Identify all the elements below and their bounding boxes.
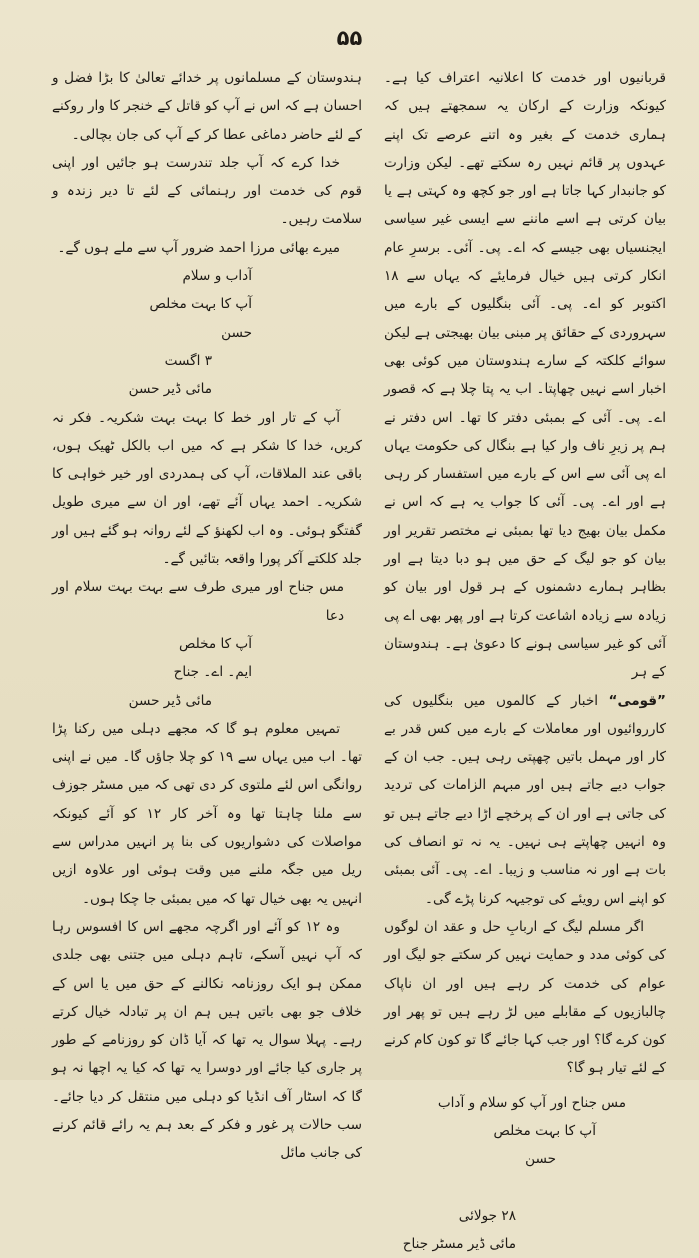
right-column <box>384 64 666 1258</box>
right-column-paragraph: مس جناح اور آپ کو سلام و آداب <box>437 1094 626 1111</box>
left-column-paragraph: مائی ڈیر حسن <box>128 381 212 398</box>
left-column-paragraph: آداب و سلام <box>182 268 252 285</box>
left-column-paragraph: ۳ اگست <box>164 352 212 369</box>
page-number: ۵۵ <box>336 26 363 50</box>
right-column-paragraph: مائی ڈیر مسٹر جناح <box>402 1236 516 1253</box>
left-column-paragraph: آپ کے تار اور خط کا بہت بہت شکریہ۔ فکر نہ کریں، خدا کا شکر ہے کہ میں اب بالکل ٹھیک ہوں، باقی عند الملاقات، آپ کی ہمدردی اور خیر خواہی کا شکریہ۔ احمد یہاں آئے تھے، اور ان سے میری طویل گفتگو ہوئی۔ وہ اب لکھنؤ کے لئے روانہ ہو گئے ہیں اور جلد کلکتے آکر پورا واقعہ بتائیں گے۔ <box>52 409 362 568</box>
right-column-paragraph: ۲۸ جولائی <box>458 1207 516 1224</box>
left-column-paragraph: تمہیں معلوم ہو گا کہ مجھے دہلی میں رکنا پڑا تھا۔ اب میں یہاں سے ۱۹ کو چلا جاؤں گا۔ میں نے اپنی روانگی اس لئے ملتوی کر دی تھی کہ میں مسٹر جوزف سے ملنا چاہتا تھا وہ آخر کار ۱۲ کو آئے کیونکہ مواصلات کی دشواریوں کی بنا پر انہیں مدراس سے ریل میں جگہ ملنے میں وقت ہوئی اور علاوہ ازیں انہیں یہ بھی خیال تھا کہ میں بمبئی جا چکا ہوں۔ <box>52 720 363 907</box>
right-column-paragraph: قربانیوں اور خدمت کا اعلانیہ اعتراف کیا ہے۔ کیونکہ وزارت کے ارکان یہ سمجھتے ہیں کہ ہماری خدمت کے بغیر وہ اتنے عرصے تک اپنے عہدوں پر قائم نہیں رہ سکتے تھے۔ لیکن وزارت کو جانبدار کہا جاتا ہے اور جو کچھ وہ کہتی ہے یا بیان کرتی ہے اسے ماننے سے ایسی غیر سیاسی ایجنسیاں بھی جیسے کہ اے۔ پی۔ آئی۔ برسرِ عام انکار کرتی ہیں خیال فرمایئے کہ یہاں سے ۱۸ اکتوبر کو اے۔ پی۔ آئی بنگلیوں کے بارے میں سہروردی کے حقائق پر مبنی بیان بھیجتی ہے لیکن سوائے کلکتہ کے سارے ہندوستان میں کوئی بھی اخبار اسے نہیں چھاپتا۔ اب یہ پتا چلا ہے کہ قصور اے۔ پی۔ آئی کے بمبئی دفتر کا تھا۔ اس دفتر نے ہم پر زیرِ ناف وار کیا ہے بنگال کی حکومت یہاں اے پی آئی سے اس کے بارے میں استفسار کر رہی ہے اور اے۔ پی۔ آئی کا جواب یہ ہے کہ اس نے مکمل بیان بھیج دیا تھا بمبئی نے مختصر تقریر اور بیان کو جو لیگ کے حق میں ہو دبا دیتا ہے اور بظاہر ہمارے دشمنوں کے ہر قول اور بیان کو زیادہ سے زیادہ اشاعت کرتا ہے اور پھر بھی اے پی آئی کو غیر سیاسی ہونے کا دعویٰ ہے۔ ہندوستان کے ہر <box>384 70 666 681</box>
left-column-paragraph: آپ کا مخلص <box>178 635 252 652</box>
left-column-paragraph: ہندوستان کے مسلمانوں پر خدائے تعالیٰ کا بڑا فضل و احسان ہے کہ اس نے آپ کو قاتل کے خنجر کا وار روکنے کے لئے حاضر دماغی عطا کر کے آپ کی جان بچالی۔ <box>52 70 362 143</box>
left-column-paragraph: میرے بھائی مرزا احمد ضرور آپ سے ملے ہوں گے۔ <box>57 239 340 256</box>
right-column-paragraph: حسن <box>525 1151 556 1168</box>
left-column-paragraph: خدا کرے کہ آپ جلد تندرست ہو جائیں اور اپنی قوم کی خدمت اور رہنمائی کے لئے تا دیر زندہ و سلامت رہیں۔ <box>52 154 362 228</box>
left-column-paragraph: آپ کا بہت مخلص <box>149 296 252 313</box>
right-column-paragraph: اگر مسلم لیگ کے اربابِ حل و عقد ان لوگوں کی کوئی مدد و حمایت نہیں کر سکتے جو لیگ اور عوام کی خدمت کر رہے ہیں اور ان ناپاک چالبازیوں کے مقابلے میں لڑ رہے ہیں تو پھر اور کون کرے گا؟ اور جب کہا جائے گا تو کون کام کرنے کے لئے تیار ہو گا؟ <box>384 918 666 1077</box>
left-column-paragraph: حسن <box>221 324 252 341</box>
left-column <box>52 64 362 1168</box>
newspaper-name: ”قومی“ <box>608 692 666 709</box>
right-column-paragraph <box>384 1174 666 1202</box>
left-column-paragraph: مس جناح اور میری طرف سے بہت بہت سلام اور دعا <box>52 579 344 624</box>
left-column-paragraph: ایم۔ اے۔ جناح <box>173 664 252 681</box>
right-column-paragraph <box>384 687 666 913</box>
left-column-paragraph: مائی ڈیر حسن <box>128 692 212 709</box>
left-column-paragraph: وہ ۱۲ کو آئے اور اگرچہ مجھے اس کا افسوس رہا کہ آپ نہیں آسکے، تاہم دہلی میں جتنی بھی جلدی ممکن ہو ایک روزنامہ نکالنے کے حق میں یا اس کے خلاف جو بھی باتیں ہیں ہم ان پر تبادلہ خیال کرتے رہے۔ پہلا سوال یہ تھا کہ آیا ڈان کو روزنامے کے طور پر جاری کیا جائے اور دوسرا یہ تھا کہ کیا یہ اچھا نہ ہو گا کہ اسٹار آف انڈیا کو دہلی میں منتقل کر دیا جائے۔ سب حالات پر غور و فکر کے بعد ہم یہ رائے قائم کرنے کی جانب مائل <box>52 918 362 1162</box>
right-column-paragraph: آپ کا بہت مخلص <box>493 1122 596 1139</box>
paragraph-text: اخبار کے کالموں میں بنگلیوں کی کارروائیوں اور معاملات کے بارے میں کس قدر بے کار اور مہمل باتیں چھپتی رہی ہیں۔ جب ان کے جواب دیے جاتے ہیں اور مبہم الزامات کی تردید کی جاتی ہے اور ان کے پرخچے اڑا دیے جاتے ہیں تو وہ انہیں چھاپتے ہی نہیں۔ یہ نہ تو انصاف کی بات ہے اور نہ مناسب و زیبا۔ اے۔ پی۔ آئی بمبئی کو اپنے اس رویئے کی توجیہہ کرنا پڑے گی۔ <box>384 692 666 907</box>
